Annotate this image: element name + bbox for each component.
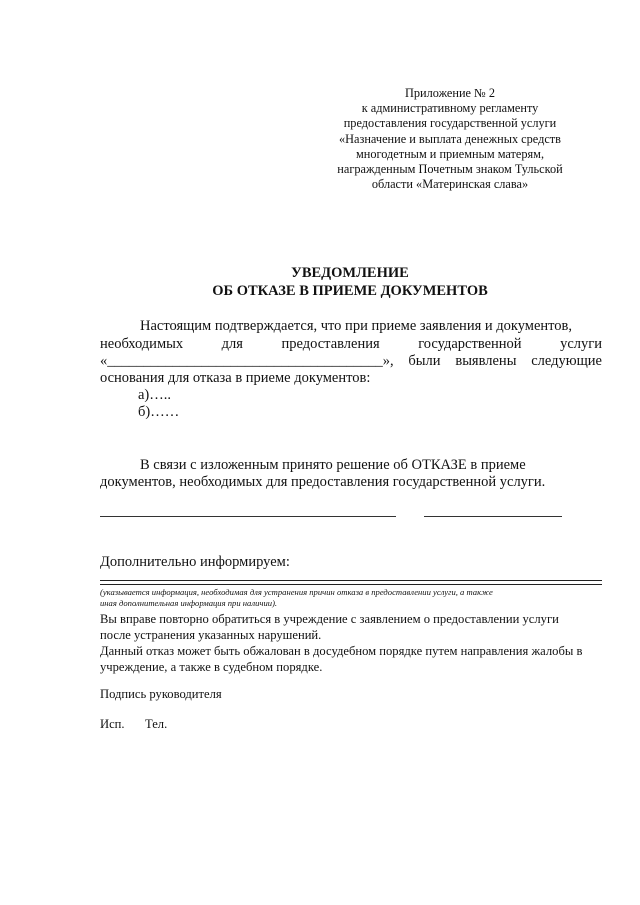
- notice-line-1: [100, 317, 602, 335]
- decision-text: В связи с изложенным принято решение об ОТКАЗЕ в приеме: [140, 457, 526, 473]
- appendix-line: многодетным и приемным матерям,: [355, 146, 545, 161]
- service-name-blank: «______________________________________»,: [100, 353, 394, 369]
- info-fill-line: [100, 580, 602, 581]
- additional-heading: Дополнительно информируем:: [100, 554, 290, 570]
- appendix-line: Приложение № 2: [404, 86, 496, 100]
- signature-line-name: [424, 516, 562, 517]
- phone-label: Тел.: [145, 717, 168, 731]
- appendix-line: к административному регламенту: [361, 101, 539, 116]
- decision-line-1: [100, 456, 602, 474]
- decision-line-2: документов, необходимых для предоставления государственной услуги.: [100, 474, 546, 490]
- document-title: УВЕДОМЛЕНИЕ: [291, 265, 409, 281]
- reason-item-a: а)…..: [138, 387, 172, 403]
- notice-text: Настоящим подтверждается, что при приеме заявления и документов,: [140, 318, 573, 334]
- notice-line-3: [100, 352, 602, 370]
- executor-label: Исп.: [100, 717, 125, 731]
- info-fill-line: [100, 584, 602, 585]
- notice-word: услуги: [560, 336, 602, 352]
- notice-line-2: [100, 335, 602, 353]
- notice-word: выявлены: [455, 353, 517, 369]
- appendix-line: «Назначение и выплата денежных средств: [339, 131, 561, 146]
- signature-line-position: [100, 516, 396, 517]
- signature-label: Подпись руководителя: [100, 687, 222, 701]
- notice-word: необходимых: [100, 336, 184, 352]
- notice-word: предоставления: [281, 336, 380, 352]
- appendix-line: области «Материнская слава»: [371, 177, 529, 192]
- appendix-header: [330, 86, 570, 192]
- info-hint: иная дополнительная информация при наличии).: [100, 598, 278, 608]
- appeal-text: учреждение, а также в судебном порядке.: [100, 660, 323, 674]
- appendix-line: предоставления государственной услуги: [343, 116, 557, 131]
- reason-item-b: б)……: [138, 404, 180, 420]
- notice-word: были: [408, 353, 441, 369]
- notice-word: для: [221, 336, 243, 352]
- notice-word: государственной: [418, 336, 522, 352]
- reapply-text: после устранения указанных нарушений.: [100, 628, 322, 642]
- notice-line-4: основания для отказа в приеме документов:: [100, 370, 371, 386]
- notice-word: следующие: [531, 353, 602, 369]
- reapply-text: Вы вправе повторно обратиться в учреждение с заявлением о предоставлении услуги: [100, 612, 559, 626]
- document-subtitle: ОБ ОТКАЗЕ В ПРИЕМЕ ДОКУМЕНТОВ: [212, 283, 488, 299]
- appendix-line: награжденным Почетным знаком Тульской: [337, 162, 563, 177]
- appeal-text: Данный отказ может быть обжалован в досудебном порядке путем направления жалобы в: [100, 644, 583, 658]
- info-hint: (указывается информация, необходимая для устранения причин отказа в предоставлении услуги, а также: [100, 587, 493, 597]
